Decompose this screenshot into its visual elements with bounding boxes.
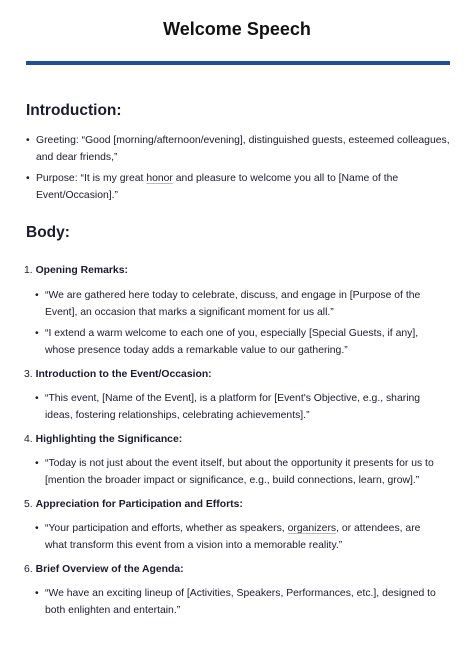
list-item-line: Event], an occasion that marks a significant moment for us all.” [45,307,334,318]
bullet-marker: • [35,588,39,599]
greeting-text: “Good [morning/afternoon/evening], distinguished guests, esteemed colleagues, [81,135,450,146]
list-item [35,585,465,619]
list-item-line: “Today is not just about the event itself, but about the opportunity it presents for us to [45,458,434,469]
section-title: Brief Overview of the Agenda: [35,564,184,575]
section-title: Introduction to the Event/Occasion: [35,369,212,380]
list-item-line: [mention the broader impact or significance, e.g., build connections, learn, grow].” [45,475,420,486]
section-number: 6. [24,564,33,575]
bullet-marker: • [35,290,39,301]
purpose-text-cont: Event/Occasion].” [36,190,119,201]
list-item-line: ideas, fostering relationships, celebrating achievements].” [45,410,310,421]
list-item [35,455,465,489]
purpose-label: Purpose: [36,173,78,184]
section-title: Appreciation for Participation and Efforts: [35,499,243,510]
list-item-line: “I extend a warm welcome to each one of you, especially [Special Guests, if any], [45,328,419,339]
list-item-line: “This event, [Name of the Event], is a platform for [Event's Objective, e.g., sharing [45,393,421,404]
list-item-line [36,132,456,149]
list-item-line: whose presence today adds a remarkable value to our gathering.” [45,345,348,356]
list-item-line [45,520,465,537]
bullet-marker: • [35,458,39,469]
bullet-marker: • [26,173,30,184]
purpose-text: “It is my great [80,173,147,184]
section-title: Opening Remarks: [35,265,128,276]
list-item-line: “We have an exciting lineup of [Activities, Speakers, Performances, etc.], designed to [45,588,436,599]
list-item-line: both enlighten and entertain.” [45,605,181,616]
list-item-line: “We are gathered here today to celebrate, discuss, and engage in [Purpose of the [45,290,421,301]
list-item [35,287,465,321]
list-item [35,325,465,359]
list-item [35,520,465,554]
section-number: 1. [24,265,33,276]
body-heading: Body: [26,224,70,241]
title-divider [26,61,450,65]
text-organizers: organizers [287,523,337,534]
list-item-line: what transform this event from a vision into a memorable reality.” [45,540,343,551]
section-number: 5. [24,499,33,510]
section-heading-significance [24,431,182,448]
section-heading-agenda [24,561,184,578]
list-item-purpose [26,170,456,204]
list-item-text: “Your participation and efforts, whether as speakers, [45,523,288,534]
section-title: Highlighting the Significance: [35,434,183,445]
bullet-marker: • [26,135,30,146]
introduction-heading: Introduction: [26,102,122,119]
bullet-marker: • [35,523,39,534]
list-item [35,390,465,424]
purpose-text-honor: honor [146,173,173,184]
section-number: 4. [24,434,33,445]
list-item-greeting [26,132,456,166]
section-number: 3. [24,369,33,380]
greeting-label: Greeting: [36,135,79,146]
list-item-text-rest: , or attendees, are [336,523,421,534]
list-item-line [36,170,456,187]
page-title: Welcome Speech [163,19,311,39]
section-heading-introduction-event [24,366,212,383]
bullet-marker: • [35,328,39,339]
section-heading-opening-remarks [24,262,128,279]
purpose-text-rest: and pleasure to welcome you all to [Name of the [172,173,399,184]
bullet-marker: • [35,393,39,404]
greeting-text-cont: and dear friends,” [36,152,118,163]
section-heading-appreciation [24,496,243,513]
